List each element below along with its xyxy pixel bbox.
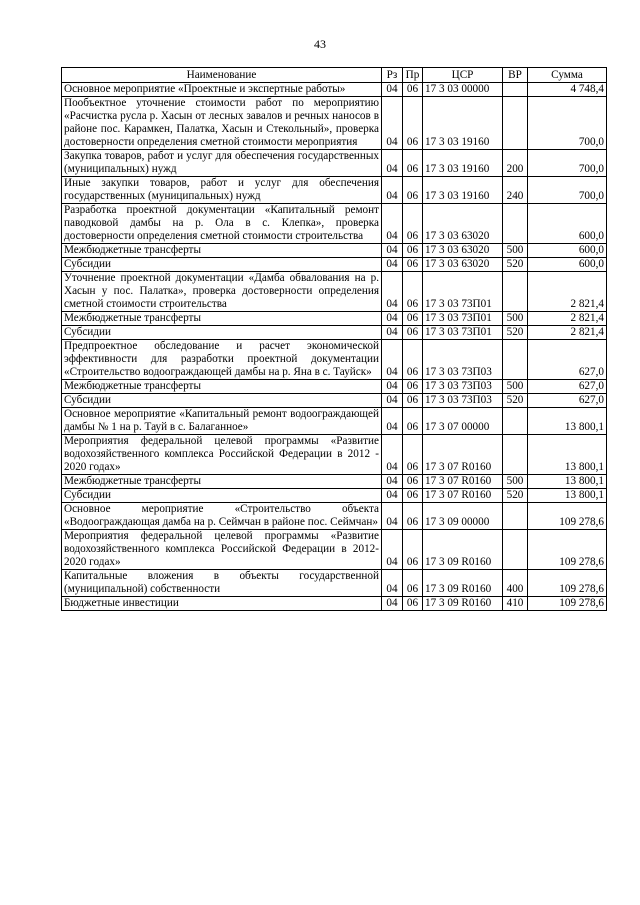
cell-csr: 17 3 03 73П03 (423, 394, 503, 408)
table-row (62, 597, 607, 611)
cell-csr: 17 3 03 63020 (423, 258, 503, 272)
cell-name: Иные закупки товаров, работ и услуг для обеспечения государственных (муниципальных) нужд (62, 177, 382, 204)
cell-vr (503, 204, 528, 244)
cell-name: Субсидии (62, 326, 382, 340)
cell-sum: 109 278,6 (528, 530, 607, 570)
cell-vr: 520 (503, 326, 528, 340)
cell-name: Бюджетные инвестиции (62, 597, 382, 611)
cell-sum: 109 278,6 (528, 597, 607, 611)
cell-sum: 13 800,1 (528, 489, 607, 503)
cell-csr: 17 3 03 63020 (423, 244, 503, 258)
cell-sum: 600,0 (528, 244, 607, 258)
cell-rz: 04 (382, 597, 403, 611)
cell-vr (503, 503, 528, 530)
cell-csr: 17 3 09 R0160 (423, 597, 503, 611)
cell-rz: 04 (382, 394, 403, 408)
cell-name: Мероприятия федеральной целевой программы «Развитие водохозяйственного комплекса Российской Федерации в 2012 - 2020 годах» (62, 435, 382, 475)
cell-sum: 13 800,1 (528, 408, 607, 435)
cell-csr: 17 3 07 R0160 (423, 435, 503, 475)
cell-sum: 700,0 (528, 177, 607, 204)
cell-rz: 04 (382, 150, 403, 177)
cell-name: Капитальные вложения в объекты государственной (муниципальной) собственности (62, 570, 382, 597)
cell-pr: 06 (403, 83, 423, 97)
table-row (62, 340, 607, 380)
cell-sum: 600,0 (528, 258, 607, 272)
cell-rz: 04 (382, 380, 403, 394)
cell-sum: 109 278,6 (528, 503, 607, 530)
header-rz: Рз (382, 68, 403, 83)
cell-csr: 17 3 03 73П01 (423, 326, 503, 340)
cell-csr: 17 3 09 00000 (423, 503, 503, 530)
cell-name: Основное мероприятие «Строительство объекта «Водоограждающая дамба на р. Сеймчан в районе пос. Сеймчан» (62, 503, 382, 530)
cell-name: Межбюджетные трансферты (62, 380, 382, 394)
cell-vr (503, 408, 528, 435)
cell-name: Основное мероприятие «Проектные и экспертные работы» (62, 83, 382, 97)
cell-pr: 06 (403, 272, 423, 312)
cell-rz: 04 (382, 312, 403, 326)
cell-pr: 06 (403, 435, 423, 475)
cell-pr: 06 (403, 312, 423, 326)
cell-pr: 06 (403, 258, 423, 272)
cell-rz: 04 (382, 489, 403, 503)
cell-pr: 06 (403, 97, 423, 150)
cell-name: Закупка товаров, работ и услуг для обеспечения государственных (муниципальных) нужд (62, 150, 382, 177)
cell-vr: 500 (503, 380, 528, 394)
cell-sum: 2 821,4 (528, 326, 607, 340)
cell-csr: 17 3 03 00000 (423, 83, 503, 97)
budget-table (61, 67, 607, 611)
cell-rz: 04 (382, 177, 403, 204)
table-row (62, 408, 607, 435)
cell-rz: 04 (382, 570, 403, 597)
table-row (62, 530, 607, 570)
table-row (62, 489, 607, 503)
cell-pr: 06 (403, 570, 423, 597)
cell-vr: 520 (503, 258, 528, 272)
cell-sum: 600,0 (528, 204, 607, 244)
header-csr: ЦСР (423, 68, 503, 83)
cell-sum: 2 821,4 (528, 312, 607, 326)
cell-csr: 17 3 09 R0160 (423, 570, 503, 597)
cell-pr: 06 (403, 530, 423, 570)
cell-sum: 109 278,6 (528, 570, 607, 597)
cell-rz: 04 (382, 503, 403, 530)
table-row (62, 258, 607, 272)
table-row (62, 435, 607, 475)
cell-name: Уточнение проектной документации «Дамба обвалования на р. Хасын у пос. Палатка», проверка достоверности определения сметной стоимости строительства (62, 272, 382, 312)
cell-csr: 17 3 03 73П01 (423, 312, 503, 326)
cell-vr: 500 (503, 244, 528, 258)
cell-vr: 500 (503, 475, 528, 489)
cell-pr: 06 (403, 503, 423, 530)
cell-pr: 06 (403, 408, 423, 435)
table-row (62, 272, 607, 312)
table-row (62, 503, 607, 530)
cell-name: Межбюджетные трансферты (62, 475, 382, 489)
cell-pr: 06 (403, 475, 423, 489)
cell-csr: 17 3 03 63020 (423, 204, 503, 244)
cell-rz: 04 (382, 244, 403, 258)
header-vr: ВР (503, 68, 528, 83)
cell-vr: 410 (503, 597, 528, 611)
cell-rz: 04 (382, 435, 403, 475)
table-row (62, 380, 607, 394)
cell-csr: 17 3 07 00000 (423, 408, 503, 435)
cell-vr (503, 83, 528, 97)
cell-rz: 04 (382, 475, 403, 489)
cell-pr: 06 (403, 244, 423, 258)
header-name: Наименование (62, 68, 382, 83)
cell-rz: 04 (382, 97, 403, 150)
cell-name: Субсидии (62, 258, 382, 272)
cell-name: Межбюджетные трансферты (62, 312, 382, 326)
cell-vr (503, 530, 528, 570)
cell-rz: 04 (382, 258, 403, 272)
cell-vr (503, 340, 528, 380)
cell-csr: 17 3 03 73П03 (423, 340, 503, 380)
cell-pr: 06 (403, 204, 423, 244)
cell-sum: 627,0 (528, 340, 607, 380)
cell-sum: 627,0 (528, 380, 607, 394)
cell-name: Разработка проектной документации «Капитальный ремонт паводковой дамбы на р. Ола в с. Клепка», проверка достоверности определения сметной стоимости строительства (62, 204, 382, 244)
cell-name: Субсидии (62, 489, 382, 503)
table-body (62, 83, 607, 611)
header-pr: Пр (403, 68, 423, 83)
cell-rz: 04 (382, 326, 403, 340)
cell-pr: 06 (403, 326, 423, 340)
cell-sum: 13 800,1 (528, 475, 607, 489)
cell-pr: 06 (403, 597, 423, 611)
table-header-row (62, 68, 607, 83)
cell-name: Мероприятия федеральной целевой программы «Развитие водохозяйственного комплекса Российской Федерации в 2012-2020 годах» (62, 530, 382, 570)
cell-csr: 17 3 03 73П01 (423, 272, 503, 312)
cell-sum: 13 800,1 (528, 435, 607, 475)
cell-pr: 06 (403, 150, 423, 177)
cell-sum: 700,0 (528, 97, 607, 150)
page-number: 43 (314, 37, 326, 51)
cell-sum: 4 748,4 (528, 83, 607, 97)
cell-rz: 04 (382, 83, 403, 97)
cell-csr: 17 3 03 73П03 (423, 380, 503, 394)
cell-sum: 700,0 (528, 150, 607, 177)
cell-csr: 17 3 07 R0160 (423, 489, 503, 503)
cell-vr (503, 97, 528, 150)
table-row (62, 150, 607, 177)
table-row (62, 570, 607, 597)
table-row (62, 244, 607, 258)
cell-pr: 06 (403, 489, 423, 503)
cell-name: Субсидии (62, 394, 382, 408)
cell-csr: 17 3 07 R0160 (423, 475, 503, 489)
cell-sum: 2 821,4 (528, 272, 607, 312)
cell-rz: 04 (382, 530, 403, 570)
cell-vr: 200 (503, 150, 528, 177)
cell-rz: 04 (382, 340, 403, 380)
cell-csr: 17 3 03 19160 (423, 177, 503, 204)
cell-pr: 06 (403, 340, 423, 380)
cell-rz: 04 (382, 408, 403, 435)
table-row (62, 475, 607, 489)
table-row (62, 394, 607, 408)
cell-csr: 17 3 03 19160 (423, 150, 503, 177)
cell-name: Межбюджетные трансферты (62, 244, 382, 258)
table-row (62, 204, 607, 244)
cell-rz: 04 (382, 204, 403, 244)
cell-pr: 06 (403, 380, 423, 394)
table-row (62, 326, 607, 340)
cell-vr: 240 (503, 177, 528, 204)
cell-sum: 627,0 (528, 394, 607, 408)
table-row (62, 97, 607, 150)
header-sum: Сумма (528, 68, 607, 83)
cell-rz: 04 (382, 272, 403, 312)
cell-name: Пообъектное уточнение стоимости работ по мероприятию «Расчистка русла р. Хасын от лесных завалов и речных наносов в районе пос. Карамкен, Палатка, Хасын и Стекольный», проверка достоверности определения сметной стоимости мероприятия (62, 97, 382, 150)
cell-vr: 500 (503, 312, 528, 326)
cell-vr: 520 (503, 489, 528, 503)
table-row (62, 177, 607, 204)
cell-csr: 17 3 09 R0160 (423, 530, 503, 570)
table-row (62, 83, 607, 97)
table-row (62, 312, 607, 326)
cell-vr (503, 435, 528, 475)
cell-vr (503, 272, 528, 312)
cell-vr: 520 (503, 394, 528, 408)
cell-name: Предпроектное обследование и расчет экономической эффективности для разработки проектной документации «Строительство водоограждающей дамбы на р. Яна в с. Тауйск» (62, 340, 382, 380)
cell-vr: 400 (503, 570, 528, 597)
cell-csr: 17 3 03 19160 (423, 97, 503, 150)
cell-name: Основное мероприятие «Капитальный ремонт водоограждающей дамбы № 1 на р. Тауй в с. Балаганное» (62, 408, 382, 435)
cell-pr: 06 (403, 394, 423, 408)
cell-pr: 06 (403, 177, 423, 204)
